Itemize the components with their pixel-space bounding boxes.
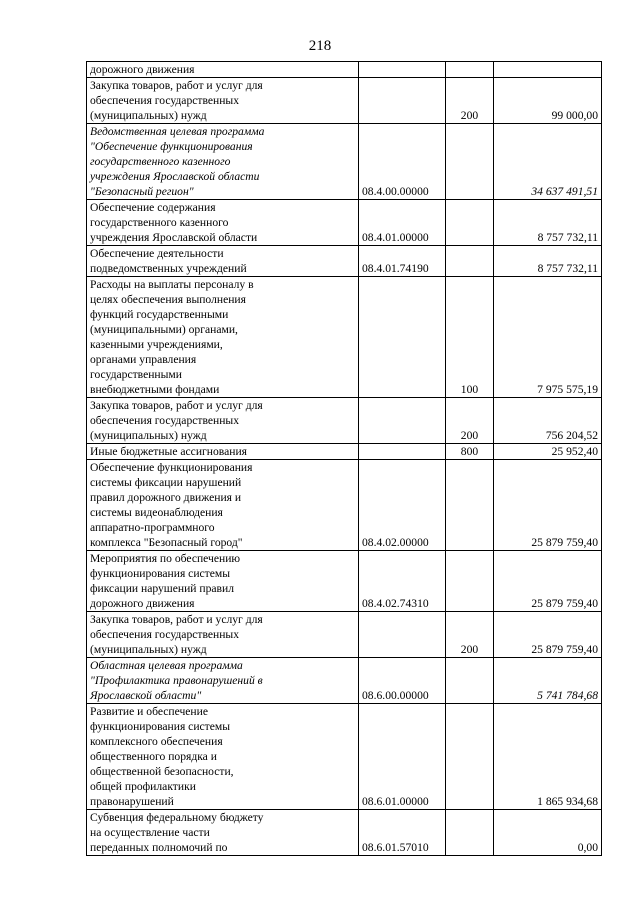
- row-code-cell: [359, 246, 446, 277]
- row-name-cell: [87, 612, 359, 658]
- row-name-text: Расходы на выплаты персоналу в целях обеспечения выполнения функций государственными (муниципальными) органами, казенными учреждениями, органами управления государственными внебюджетными фондами: [90, 278, 254, 396]
- row-expense-type-cell: [446, 460, 494, 551]
- row-amount-cell: [494, 277, 602, 398]
- table-row: [87, 612, 602, 658]
- row-expense-type-text: 200: [460, 429, 479, 442]
- row-amount-cell: [494, 551, 602, 612]
- page-number: 218: [308, 38, 332, 54]
- row-code-cell: [359, 62, 446, 78]
- row-name-cell: [87, 277, 359, 398]
- row-amount-text: 7 975 575,19: [537, 383, 598, 396]
- row-expense-type-cell: [446, 200, 494, 246]
- row-name-text: дорожного движения: [90, 63, 195, 76]
- row-name-text: Обеспечение функционирования системы фиксации нарушений правил дорожного движения и системы видеонаблюдения аппаратно-программного комплекса "Безопасный город": [90, 461, 253, 549]
- table-row: [87, 810, 602, 856]
- row-amount-text: 25 879 759,40: [531, 536, 598, 549]
- row-name-text: Мероприятия по обеспечению функционирования системы фиксации нарушений правил дорожного движения: [90, 552, 241, 610]
- row-name-text: Закупка товаров, работ и услуг для обеспечения государственных (муниципальных) нужд: [90, 613, 263, 656]
- row-code-cell: [359, 444, 446, 460]
- table-row: [87, 704, 602, 810]
- table-row: [87, 398, 602, 444]
- table-row: [87, 78, 602, 124]
- row-name-cell: [87, 658, 359, 704]
- row-amount-text: 5 741 784,68: [537, 689, 598, 702]
- row-code-text: 08.4.02.00000: [362, 536, 429, 549]
- row-name-text: Ведомственная целевая программа "Обеспечение функционирования государственного казенного учреждения Ярославской области "Безопасный регион": [90, 125, 265, 198]
- row-expense-type-cell: [446, 62, 494, 78]
- row-name-cell: [87, 551, 359, 612]
- row-name-text: Закупка товаров, работ и услуг для обеспечения государственных (муниципальных) нужд: [90, 79, 263, 122]
- table-row: [87, 246, 602, 277]
- table-row: [87, 460, 602, 551]
- row-amount-text: 25 952,40: [551, 445, 598, 458]
- row-code-cell: [359, 612, 446, 658]
- row-name-text: Иные бюджетные ассигнования: [90, 445, 247, 458]
- row-name-text: Закупка товаров, работ и услуг для обеспечения государственных (муниципальных) нужд: [90, 399, 263, 442]
- row-amount-cell: [494, 62, 602, 78]
- row-expense-type-cell: [446, 246, 494, 277]
- row-amount-text: 25 879 759,40: [531, 597, 598, 610]
- row-expense-type-cell: [446, 658, 494, 704]
- row-name-text: Областная целевая программа "Профилактика правонарушений в Ярославской области": [90, 659, 263, 702]
- row-code-cell: [359, 124, 446, 200]
- row-amount-cell: [494, 124, 602, 200]
- row-expense-type-text: 200: [460, 643, 479, 656]
- row-expense-type-text: 100: [460, 383, 479, 396]
- row-name-cell: [87, 78, 359, 124]
- row-amount-cell: [494, 246, 602, 277]
- row-name-cell: [87, 444, 359, 460]
- row-amount-text: 99 000,00: [551, 109, 598, 122]
- row-code-cell: [359, 398, 446, 444]
- row-name-cell: [87, 200, 359, 246]
- row-code-text: 08.6.00.00000: [362, 689, 429, 702]
- row-amount-cell: [494, 398, 602, 444]
- row-amount-text: 25 879 759,40: [531, 643, 598, 656]
- row-expense-type-cell: [446, 810, 494, 856]
- row-name-text: Субвенция федеральному бюджету на осуществление части переданных полномочий по: [90, 811, 264, 854]
- row-name-cell: [87, 246, 359, 277]
- row-code-cell: [359, 551, 446, 612]
- row-code-cell: [359, 704, 446, 810]
- row-name-text: Обеспечение содержания государственного казенного учреждения Ярославской области: [90, 201, 258, 244]
- row-name-cell: [87, 398, 359, 444]
- row-expense-type-text: 800: [460, 445, 479, 458]
- row-name-cell: [87, 460, 359, 551]
- budget-table-body: [87, 62, 602, 856]
- row-code-cell: [359, 810, 446, 856]
- row-code-text: 08.6.01.57010: [362, 841, 429, 854]
- row-name-text: Развитие и обеспечение функционирования системы комплексного обеспечения общественного порядка и общественной безопасности, общей профилактики правонарушений: [90, 705, 234, 808]
- row-amount-cell: [494, 612, 602, 658]
- row-amount-cell: [494, 460, 602, 551]
- row-code-text: 08.4.01.00000: [362, 231, 429, 244]
- row-amount-cell: [494, 78, 602, 124]
- row-amount-text: 8 757 732,11: [537, 262, 598, 275]
- table-row: [87, 62, 602, 78]
- row-expense-type-cell: [446, 551, 494, 612]
- row-name-cell: [87, 124, 359, 200]
- row-code-cell: [359, 460, 446, 551]
- row-code-text: 08.6.01.00000: [362, 795, 429, 808]
- row-name-cell: [87, 810, 359, 856]
- table-row: [87, 551, 602, 612]
- row-name-cell: [87, 704, 359, 810]
- row-expense-type-cell: [446, 277, 494, 398]
- row-amount-text: 1 865 934,68: [537, 795, 598, 808]
- row-expense-type-text: 200: [460, 109, 479, 122]
- table-row: [87, 124, 602, 200]
- row-amount-text: 756 204,52: [545, 429, 598, 442]
- row-expense-type-cell: [446, 612, 494, 658]
- row-code-cell: [359, 200, 446, 246]
- row-expense-type-cell: [446, 78, 494, 124]
- row-expense-type-cell: [446, 124, 494, 200]
- row-code-text: 08.4.01.74190: [362, 262, 429, 275]
- budget-table: [86, 61, 602, 856]
- row-amount-text: 34 637 491,51: [531, 185, 598, 198]
- table-row: [87, 444, 602, 460]
- row-expense-type-cell: [446, 704, 494, 810]
- row-amount-text: 8 757 732,11: [537, 231, 598, 244]
- row-code-text: 08.4.00.00000: [362, 185, 429, 198]
- row-amount-cell: [494, 704, 602, 810]
- row-amount-cell: [494, 658, 602, 704]
- row-amount-cell: [494, 810, 602, 856]
- row-amount-text: 0,00: [577, 841, 598, 854]
- row-code-cell: [359, 658, 446, 704]
- row-name-text: Обеспечение деятельности подведомственных учреждений: [90, 247, 247, 275]
- row-expense-type-cell: [446, 398, 494, 444]
- row-name-cell: [87, 62, 359, 78]
- table-row: [87, 200, 602, 246]
- row-code-cell: [359, 277, 446, 398]
- table-row: [87, 658, 602, 704]
- table-row: [87, 277, 602, 398]
- row-amount-cell: [494, 444, 602, 460]
- row-expense-type-cell: [446, 444, 494, 460]
- row-code-cell: [359, 78, 446, 124]
- row-amount-cell: [494, 200, 602, 246]
- row-code-text: 08.4.02.74310: [362, 597, 429, 610]
